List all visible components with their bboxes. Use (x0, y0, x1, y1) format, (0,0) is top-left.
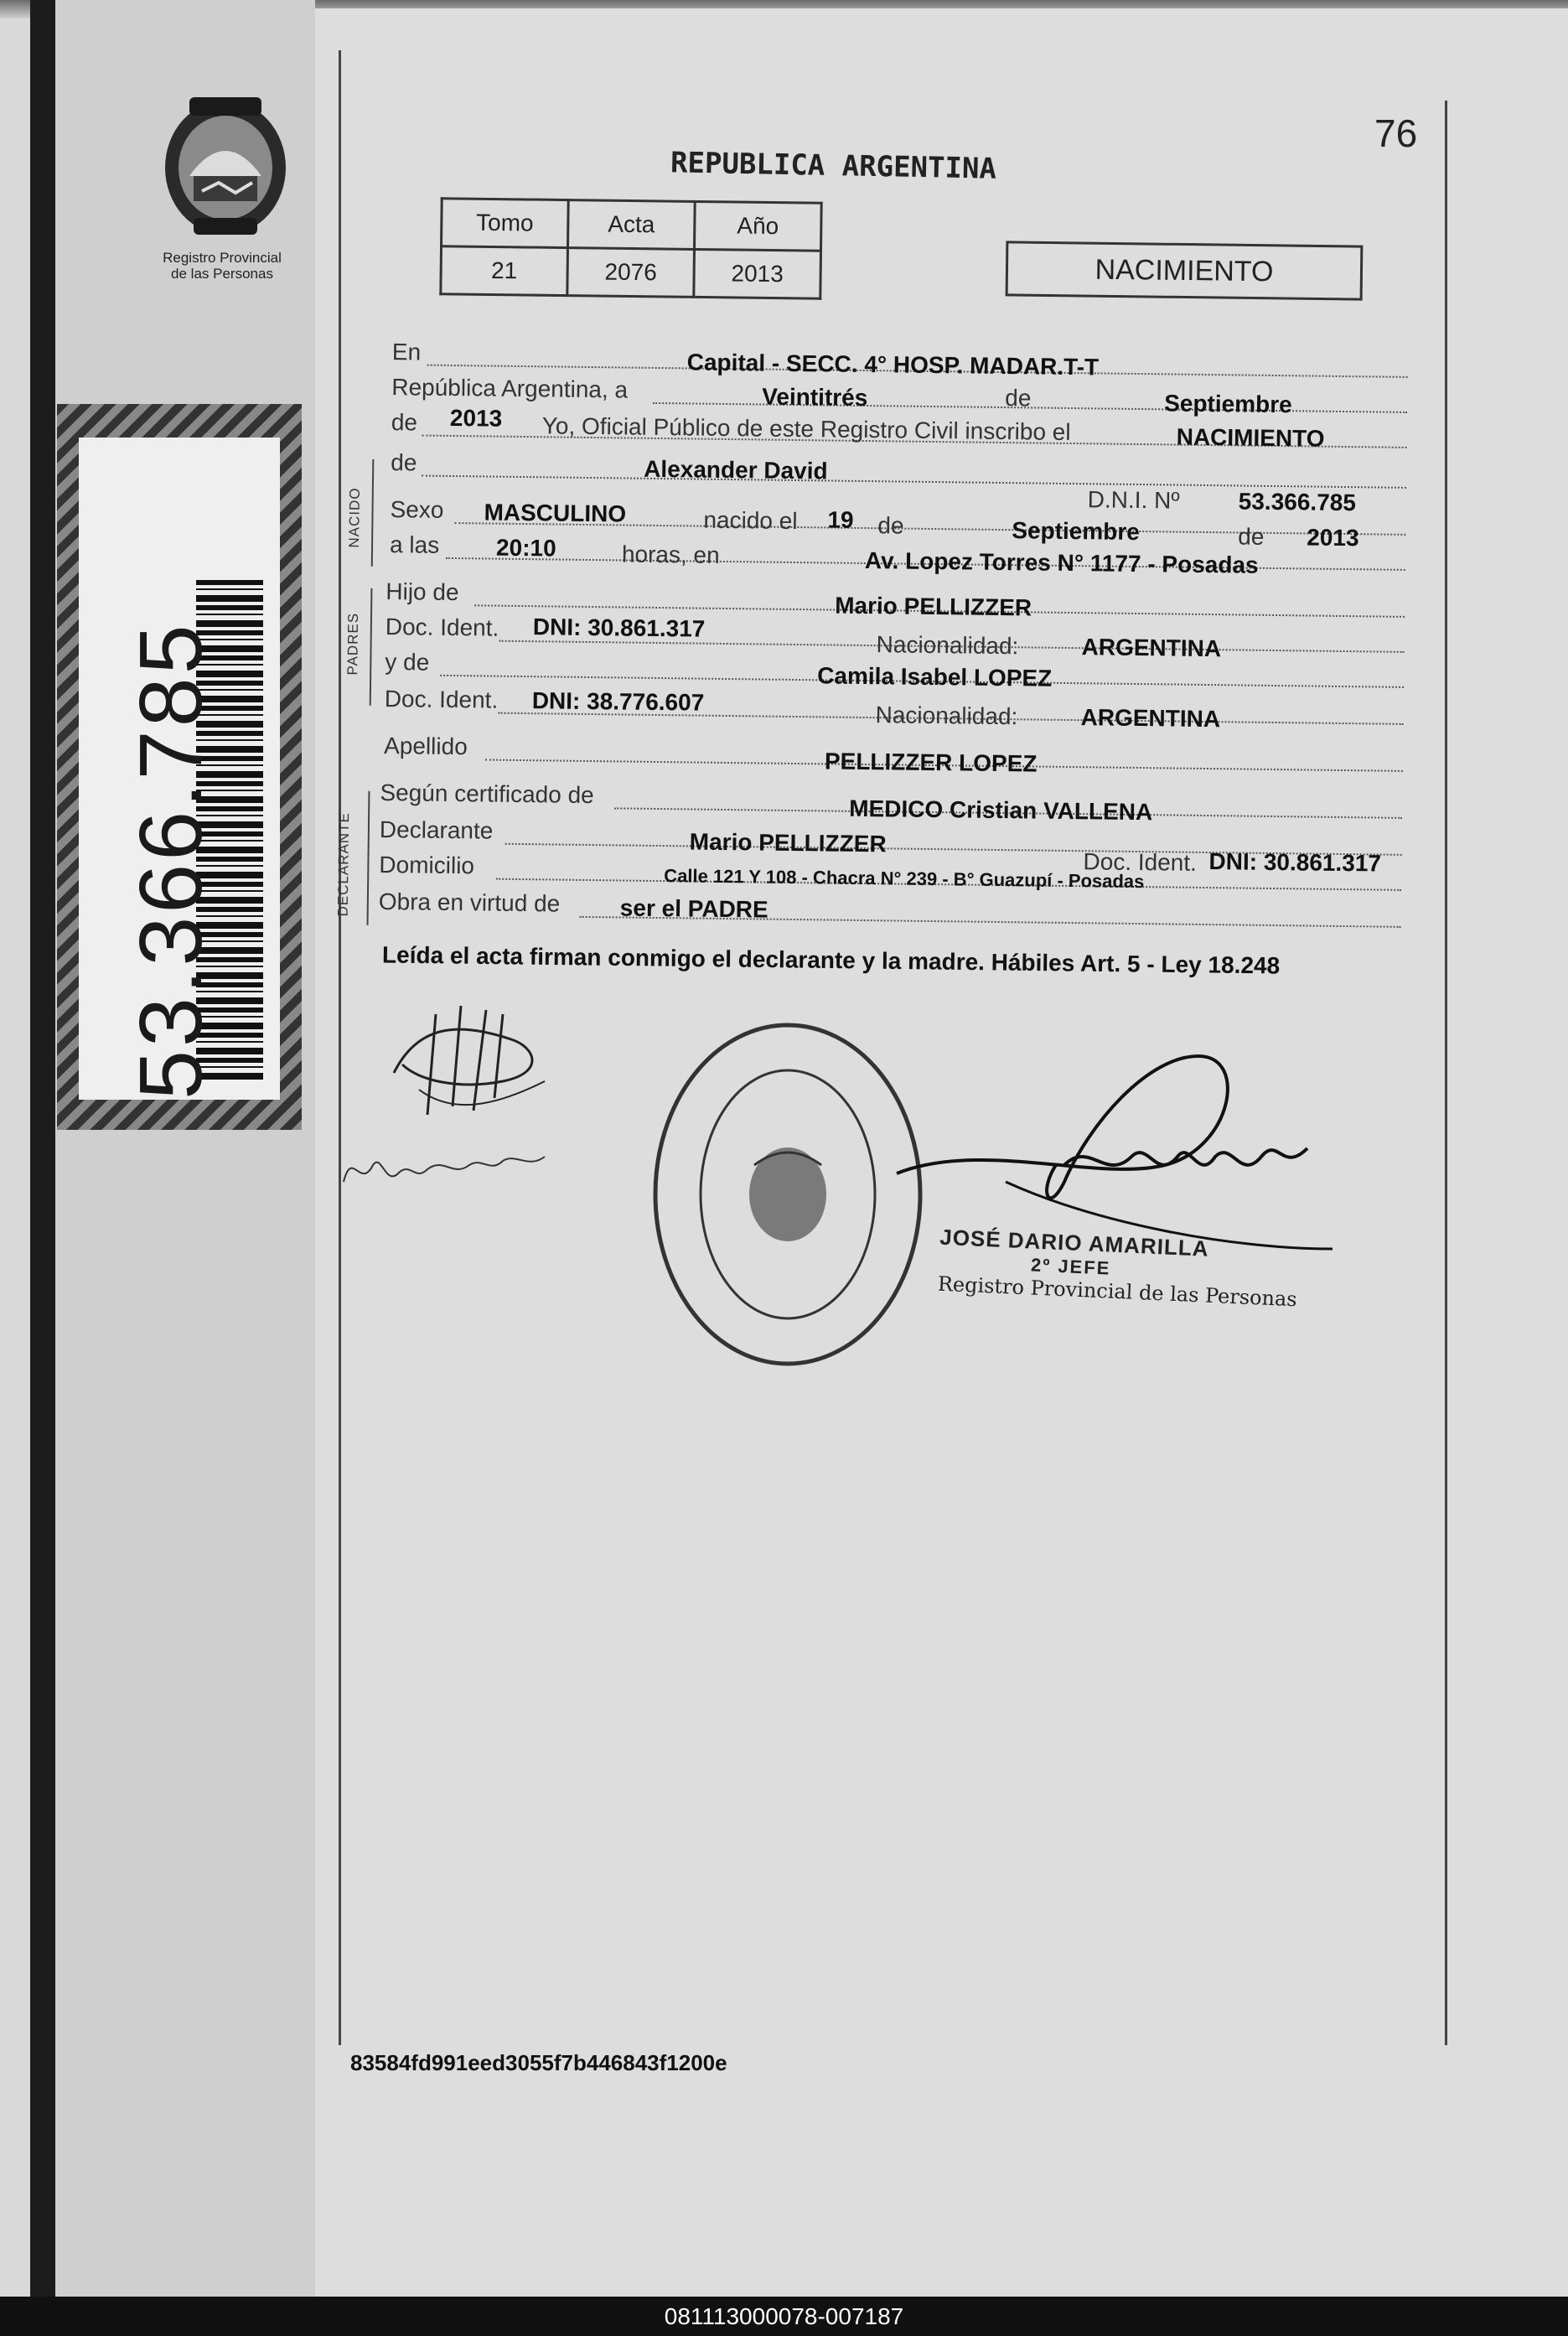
value-padre-dni: DNI: 30.861.317 (532, 614, 706, 642)
label-doc-ident-padre: Doc. Ident. (385, 614, 499, 641)
scan-code: 081113000078-007187 (0, 2297, 1568, 2336)
document-title: REPUBLICA ARGENTINA (670, 146, 997, 186)
side-label-nacido: NACIDO (346, 487, 363, 548)
mother-signature-icon (335, 1140, 570, 1199)
label-apellido: Apellido (383, 733, 468, 760)
value-madre-dni: DNI: 38.776.607 (531, 687, 705, 716)
label-horas-en: horas, en (621, 541, 720, 568)
label-de-mes-nac: de (877, 512, 904, 539)
label-segun-certificado: Según certificado de (380, 779, 594, 809)
acta-header: Acta (568, 200, 696, 250)
label-declarante: Declarante (379, 816, 494, 844)
label-a-las: a las (389, 531, 440, 558)
value-dia-nac: 19 (827, 506, 854, 533)
record-type-box: NACIMIENTO (1006, 241, 1364, 300)
side-label-declarante: DECLARANTE (334, 812, 353, 917)
side-divider-padres (370, 588, 373, 706)
label-republica: República Argentina, a (391, 374, 629, 403)
value-sexo: MASCULINO (484, 499, 627, 527)
closing-statement: Leída el acta firman conmigo el declarante y la madre. Hábiles Art. 5 - Ley 18.248 (381, 941, 1281, 979)
value-certificado: MEDICO Cristian VALLENA (849, 795, 1153, 826)
value-tipo: NACIMIENTO (1176, 423, 1325, 452)
value-dia: Veintitrés (762, 383, 868, 412)
label-doc-ident-madre: Doc. Ident. (384, 686, 499, 713)
side-divider-declarante (367, 791, 370, 925)
declarant-signature-icon (369, 989, 570, 1132)
side-label-padres: PADRES (344, 612, 362, 676)
label-dni: D.N.I. Nº (1087, 486, 1180, 514)
value-nombre: Alexander David (644, 455, 828, 484)
label-yo-oficial: Yo, Oficial Público de este Registro Civil inscribo el (541, 412, 1071, 445)
value-dni: 53.366.785 (1238, 488, 1357, 516)
acta-value: 2076 (567, 248, 695, 298)
anio-value: 2013 (694, 249, 821, 298)
value-anio-nac: 2013 (1307, 524, 1359, 552)
label-de-anio: de (391, 409, 418, 436)
value-mes-nac: Septiembre (1012, 517, 1141, 546)
label-domicilio: Domicilio (379, 851, 475, 879)
dotted-line (422, 475, 1406, 489)
label-y-de: y de (385, 649, 430, 676)
label-sexo: Sexo (390, 496, 444, 523)
page-number: 76 (1374, 111, 1418, 155)
value-padre: Mario PELLIZZER (835, 592, 1032, 621)
value-domicilio: Calle 121 Y 108 - Chacra N° 239 - B° Guazupí - Posadas (664, 865, 1145, 893)
value-lugar: Capital - SECC. 4° HOSP. MADAR.T-T (686, 349, 1100, 381)
label-hijo-de: Hijo de (386, 578, 459, 606)
registry-label-line2: de las Personas (171, 266, 273, 282)
value-hora: 20:10 (495, 534, 556, 562)
label-nacionalidad-madre: Nacionalidad: (875, 702, 1018, 730)
label-en: En (391, 339, 422, 365)
value-madre: Camila Isabel LOPEZ (817, 662, 1053, 691)
label-de-nombre: de (391, 449, 417, 476)
label-nacido-el: nacido el (703, 506, 798, 535)
label-doc-ident-declarante: Doc. Ident. (1083, 848, 1198, 876)
value-direccion-nac: Av. Lopez Torres N° 1177 - Posadas (864, 547, 1259, 578)
label-de-anio-nac: de (1238, 523, 1265, 550)
barcode-number: 53.366.785 (122, 621, 220, 1100)
value-madre-nac: ARGENTINA (1080, 704, 1221, 733)
document-hash: 83584fd991eed3055f7b446843f1200e (350, 2050, 727, 2075)
value-padre-nac: ARGENTINA (1081, 634, 1222, 662)
side-divider-nacido (371, 459, 375, 567)
official-role: 2º JEFE (1030, 1254, 1111, 1279)
official-office: Registro Provincial de las Personas (937, 1272, 1298, 1312)
official-name: JOSÉ DARIO AMARILLA (939, 1224, 1210, 1261)
tomo-value: 21 (441, 246, 568, 296)
label-nacionalidad-padre: Nacionalidad: (876, 631, 1019, 660)
value-obra: ser el PADRE (619, 894, 768, 923)
anio-header: Año (694, 201, 821, 251)
value-anio: 2013 (449, 404, 503, 432)
value-declarante-dni: DNI: 30.861.317 (1208, 848, 1382, 877)
label-de-mes: de (1005, 385, 1032, 412)
tomo-header: Tomo (442, 199, 569, 248)
value-mes: Septiembre (1164, 390, 1292, 418)
value-declarante: Mario PELLIZZER (689, 828, 887, 857)
label-obra: Obra en virtud de (378, 888, 561, 917)
registry-label-line1: Registro Provincial (163, 250, 282, 266)
value-apellido: PELLIZZER LOPEZ (824, 748, 1038, 777)
